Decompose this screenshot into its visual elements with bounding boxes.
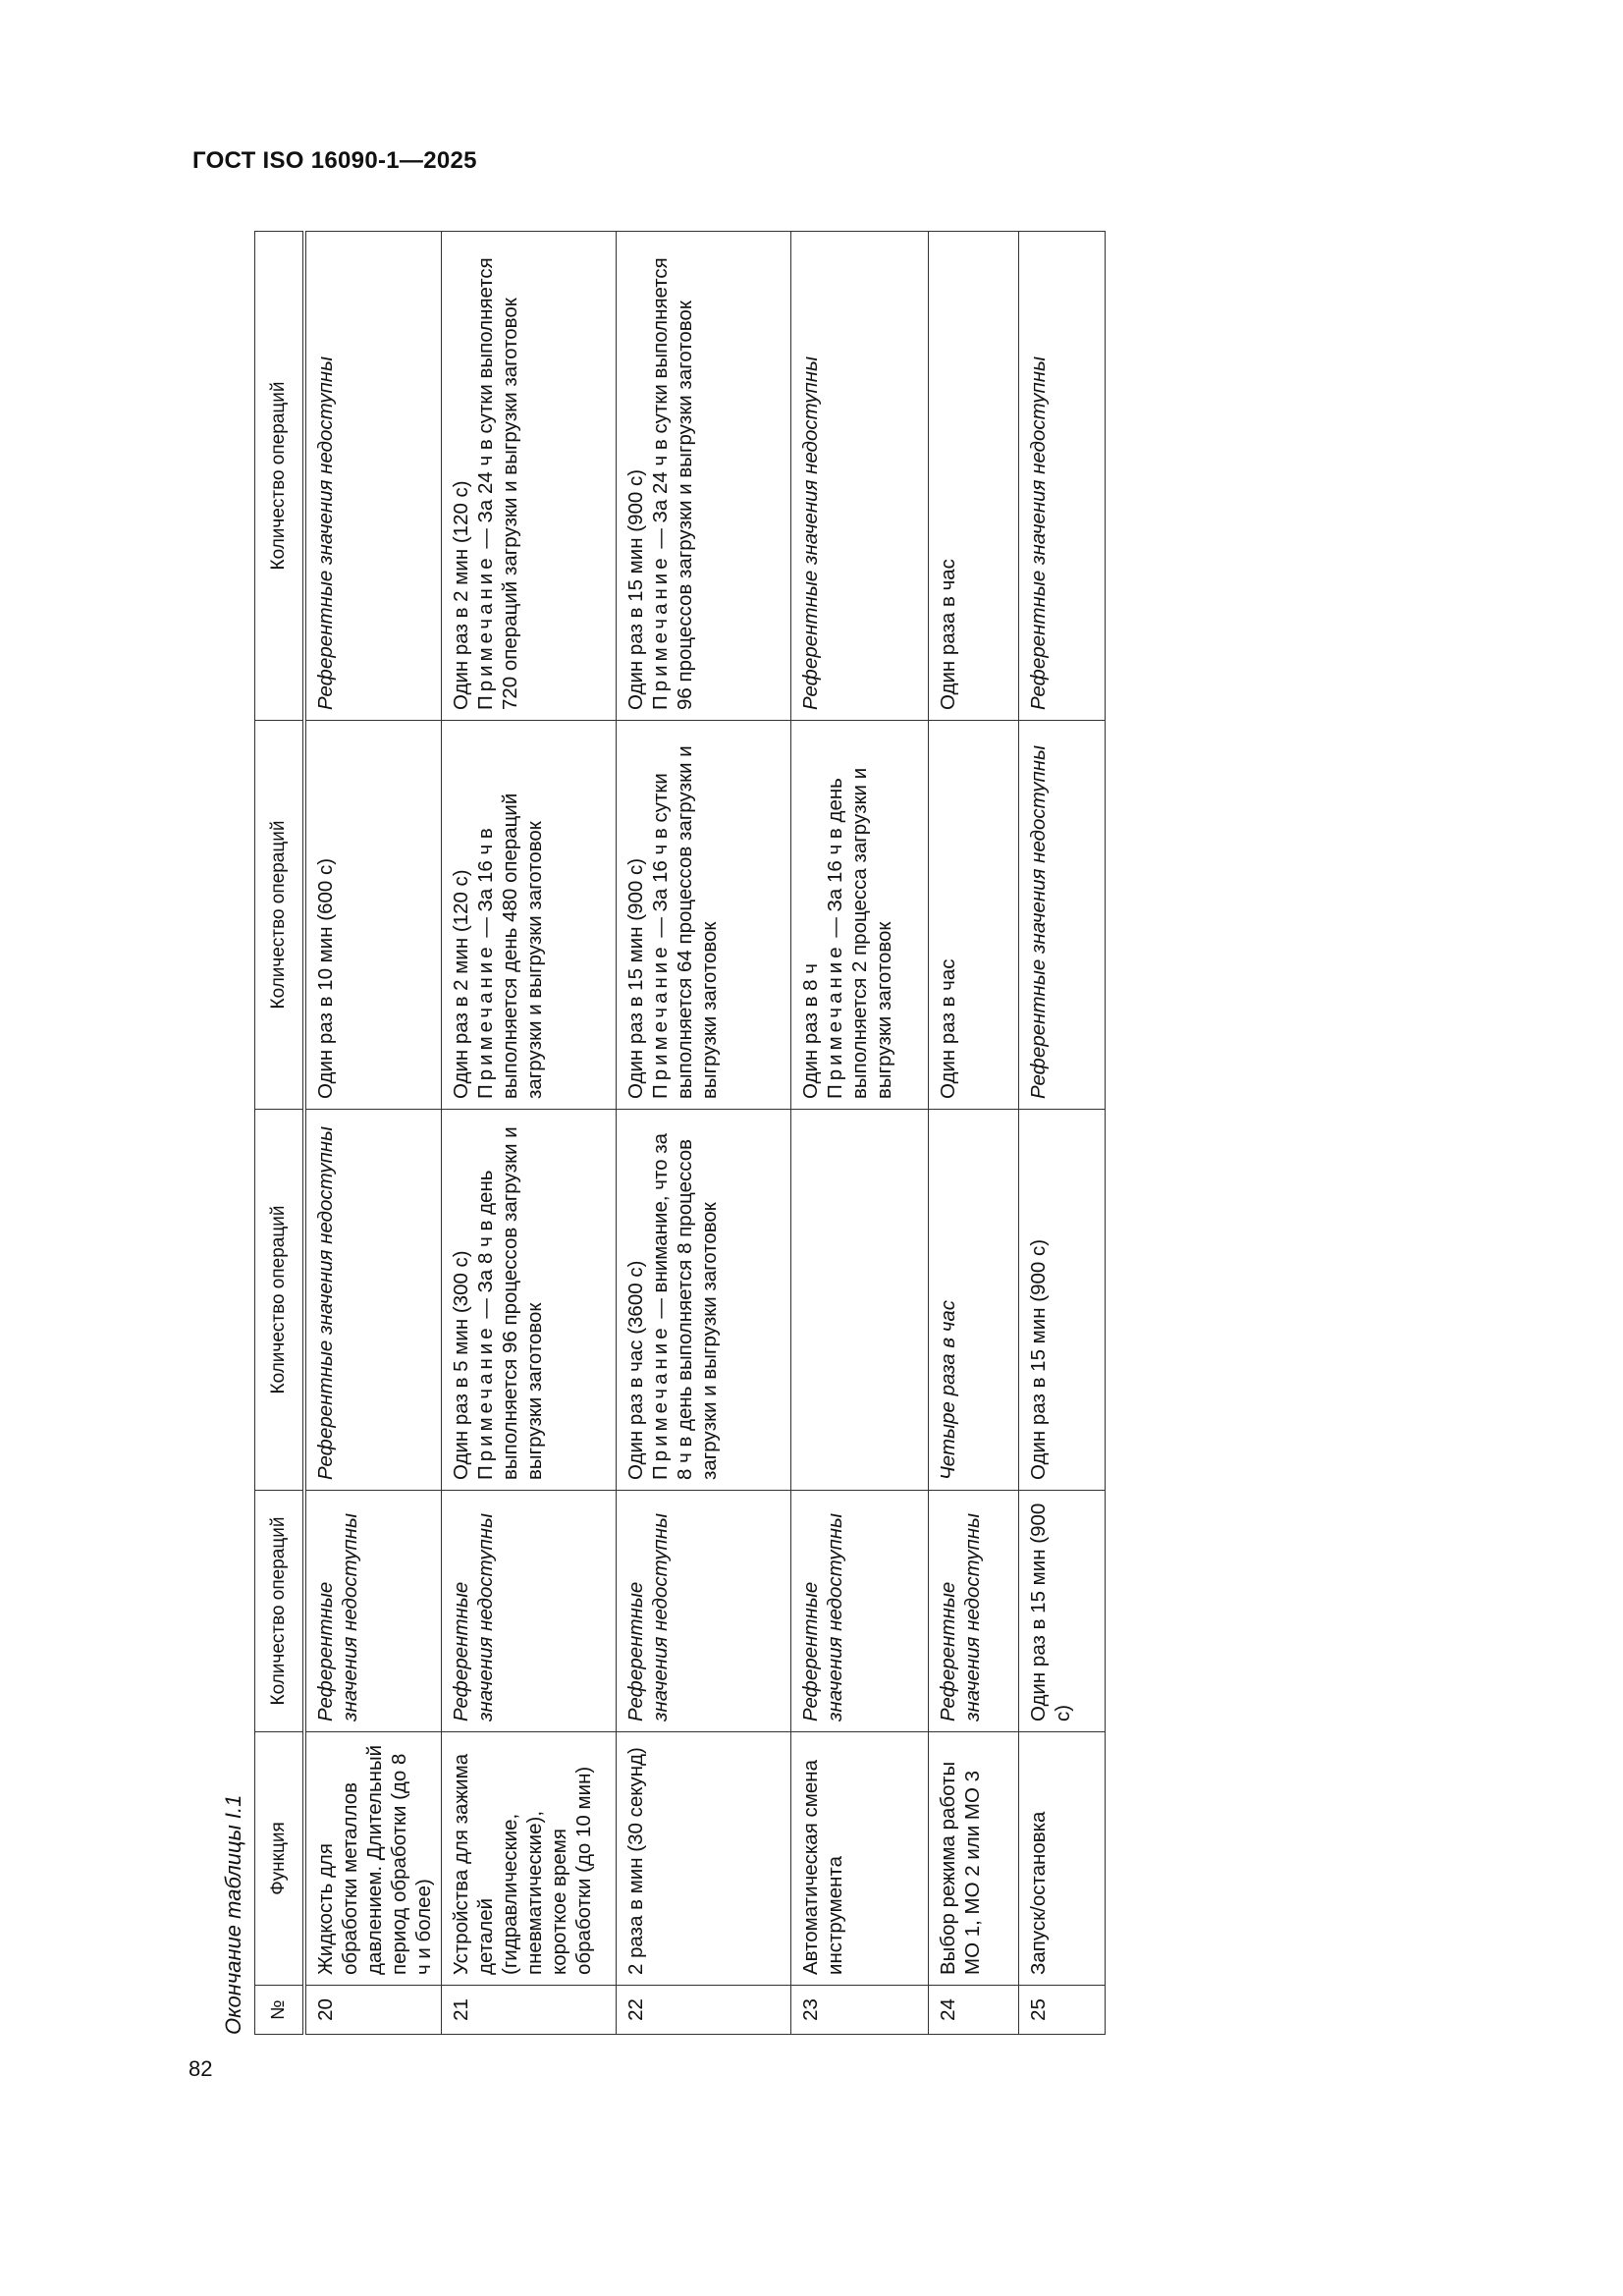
operations-value: Один раза в час bbox=[937, 559, 959, 710]
operations-cell-3 bbox=[1019, 721, 1106, 1110]
rotated-table-area bbox=[221, 232, 1085, 2035]
col-header-operations-4: Количество операций bbox=[255, 232, 305, 721]
row-number: 24 bbox=[929, 1986, 1019, 2035]
note-block bbox=[824, 768, 895, 1099]
page-number: 82 bbox=[189, 2056, 213, 2081]
operations-cell-1 bbox=[929, 1491, 1019, 1732]
operations-value: Один раз в 15 мин (900 с) bbox=[624, 468, 647, 710]
function-cell: Жидкость для обработки металлов давлением. Длительный период обработки (до 8 ч и более) bbox=[304, 1732, 442, 1986]
note-label: Примечание bbox=[474, 1324, 497, 1480]
note-text: — внимание, что за 8 ч в день выполняется 8 процессов загрузки и выгрузки заготовок bbox=[649, 1132, 721, 1480]
operations-cell-2 bbox=[929, 1110, 1019, 1491]
note-text: — За 16 ч в день выполняется 2 процесса загрузки и выгрузки заготовок bbox=[824, 767, 895, 1099]
operations-value: Один раз в 5 мин (300 с) bbox=[450, 1250, 472, 1480]
table-body bbox=[304, 232, 1106, 2035]
operations-value: Один раз в час (3600 с) bbox=[624, 1260, 647, 1480]
operations-cell-2 bbox=[442, 1110, 617, 1491]
operations-value: Референтные значения недоступны bbox=[450, 1512, 497, 1722]
operations-cell-4 bbox=[1019, 232, 1106, 721]
operations-cell-1 bbox=[304, 1491, 442, 1732]
operations-cell-2 bbox=[791, 1110, 929, 1491]
table-row bbox=[929, 232, 1019, 2035]
operations-value: Референтные значения недоступны bbox=[314, 355, 337, 710]
note-label: Примечание bbox=[649, 554, 672, 710]
col-header-function: Функция bbox=[255, 1732, 305, 1986]
col-header-operations-3: Количество операций bbox=[255, 721, 305, 1110]
operations-cell-3 bbox=[929, 721, 1019, 1110]
function-cell: Устройства для зажима деталей (гидравлические, пневматические), короткое время обработки (до 10 мин) bbox=[442, 1732, 617, 1986]
operations-cell-4 bbox=[442, 232, 617, 721]
operations-cell-3 bbox=[442, 721, 617, 1110]
note-text: — За 8 ч в день выполняется 96 процессов загрузки и выгрузки заготовок bbox=[474, 1126, 546, 1480]
note-block bbox=[649, 1133, 721, 1480]
note-block bbox=[474, 1126, 546, 1480]
operations-cell-2 bbox=[304, 1110, 442, 1491]
operations-cell-3 bbox=[304, 721, 442, 1110]
note-block bbox=[474, 257, 521, 710]
note-block bbox=[649, 745, 721, 1099]
operations-value: Один раз в час bbox=[937, 958, 959, 1099]
table-row bbox=[304, 232, 442, 2035]
note-label: Примечание bbox=[649, 1324, 672, 1480]
table-row bbox=[1019, 232, 1106, 2035]
operations-cell-3 bbox=[791, 721, 929, 1110]
operations-value: Один раз в 2 мин (120 с) bbox=[450, 480, 472, 710]
operations-value: Референтные значения недоступны bbox=[799, 1512, 846, 1722]
operations-value: Референтные значения недоступны bbox=[1027, 744, 1050, 1099]
row-number: 25 bbox=[1019, 1986, 1106, 2035]
row-number: 22 bbox=[617, 1986, 791, 2035]
note-text: — За 24 ч в сутки выполняется 96 процессов загрузки и выгрузки заготовок bbox=[649, 257, 696, 710]
row-number: 23 bbox=[791, 1986, 929, 2035]
operations-cell-2 bbox=[1019, 1110, 1106, 1491]
note-block bbox=[649, 257, 696, 710]
operations-value: Референтные значения недоступны bbox=[314, 1512, 361, 1722]
operations-table bbox=[254, 231, 1106, 2035]
note-label: Примечание bbox=[474, 554, 497, 710]
note-text: — За 24 ч в сутки выполняется 720 операций загрузки и выгрузки заготовок bbox=[474, 257, 521, 710]
operations-cell-1 bbox=[617, 1491, 791, 1732]
note-label: Примечание bbox=[649, 943, 672, 1099]
operations-value: Один раз в 15 мин (900 с) bbox=[1027, 1503, 1074, 1722]
function-cell: Выбор режима работы МО 1, МО 2 или МО 3 bbox=[929, 1732, 1019, 1986]
operations-cell-4 bbox=[304, 232, 442, 721]
note-label: Примечание bbox=[474, 943, 497, 1099]
operations-value: Один раз в 15 мин (900 с) bbox=[1027, 1238, 1050, 1480]
operations-value: Референтные значения недоступны bbox=[937, 1512, 984, 1722]
note-label: Примечание bbox=[824, 943, 846, 1099]
operations-value: Один раз в 2 мин (120 с) bbox=[450, 869, 472, 1099]
row-number: 20 bbox=[304, 1986, 442, 2035]
operations-cell-3 bbox=[617, 721, 791, 1110]
operations-value: Референтные значения недоступны bbox=[1027, 355, 1050, 710]
operations-cell-1 bbox=[442, 1491, 617, 1732]
note-text: — За 16 ч в выполняется день 480 операций загрузки и выгрузки заготовок bbox=[474, 793, 546, 1099]
operations-cell-1 bbox=[1019, 1491, 1106, 1732]
operations-value: Референтные значения недоступны bbox=[624, 1512, 672, 1722]
table-header-row bbox=[255, 232, 305, 2035]
operations-cell-4 bbox=[617, 232, 791, 721]
document-header: ГОСТ ISO 16090-1—2025 bbox=[192, 147, 477, 174]
operations-cell-4 bbox=[791, 232, 929, 721]
operations-cell-2 bbox=[617, 1110, 791, 1491]
operations-value: Референтные значения недоступны bbox=[314, 1125, 337, 1480]
note-block bbox=[474, 793, 546, 1099]
note-text: — За 16 ч в сутки выполняется 64 процессов загрузки и выгрузки заготовок bbox=[649, 745, 721, 1099]
operations-value: Четыре раза в час bbox=[937, 1299, 959, 1480]
table-caption: Окончание таблицы I.1 bbox=[221, 1794, 245, 2035]
operations-value: Один раз в 10 мин (600 с) bbox=[314, 857, 337, 1099]
col-header-operations-1: Количество операций bbox=[255, 1491, 305, 1732]
table-row bbox=[442, 232, 617, 2035]
operations-value: Один раз в 15 мин (900 с) bbox=[624, 857, 647, 1099]
operations-value: Один раз в 8 ч bbox=[799, 963, 822, 1099]
function-cell: 2 раза в мин (30 секунд) bbox=[617, 1732, 791, 1986]
table-row bbox=[791, 232, 929, 2035]
operations-cell-1 bbox=[791, 1491, 929, 1732]
operations-value: Референтные значения недоступны bbox=[799, 355, 822, 710]
table-row bbox=[617, 232, 791, 2035]
function-cell: Запуск/остановка bbox=[1019, 1732, 1106, 1986]
col-header-operations-2: Количество операций bbox=[255, 1110, 305, 1491]
operations-cell-4 bbox=[929, 232, 1019, 721]
row-number: 21 bbox=[442, 1986, 617, 2035]
function-cell: Автоматическая смена инструмента bbox=[791, 1732, 929, 1986]
col-header-number: № bbox=[255, 1986, 305, 2035]
